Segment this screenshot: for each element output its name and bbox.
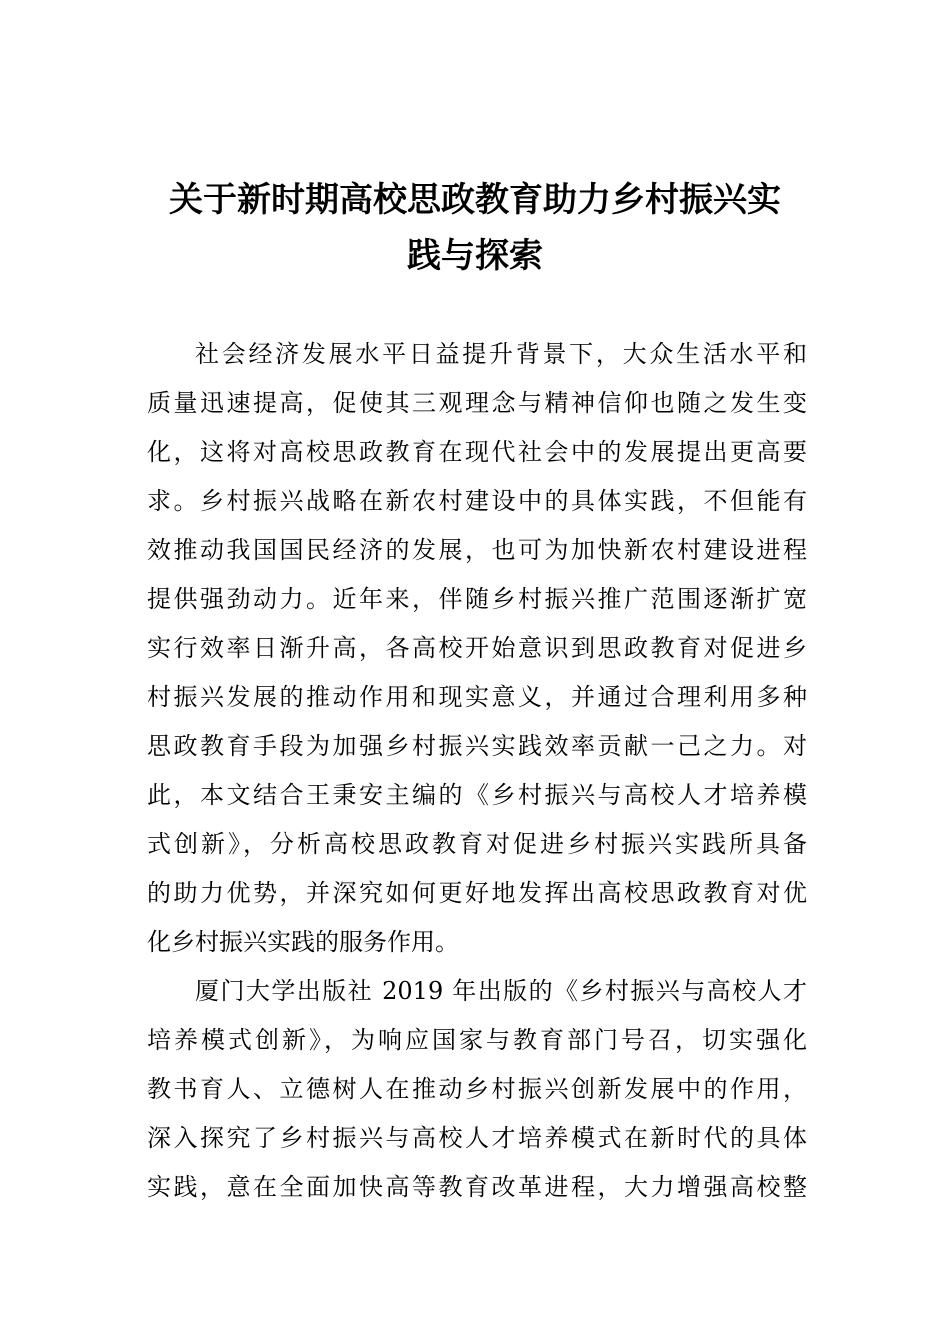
title-line: 关于新时期高校思政教育助力乡村振兴实: [169, 180, 781, 220]
paragraph-2: [147, 967, 807, 1212]
document-title: [147, 172, 803, 284]
text-line: 实行效率日渐升高，各高校开始意识到思政教育对促进乡: [147, 634, 807, 662]
text-line: 化乡村振兴实践的服务作用。: [147, 928, 459, 956]
text-line: 的助力优势，并深究如何更好地发挥出高校思政教育对优: [147, 879, 807, 907]
text-line: 质量迅速提高，促使其三观理念与精神信仰也随之发生变: [147, 389, 807, 417]
text-line: 社会经济发展水平日益提升背景下，大众生活水平和: [195, 340, 807, 368]
paragraph-1: [147, 330, 807, 967]
text-line: 厦门大学出版社 2019 年出版的《乡村振兴与高校人才: [195, 977, 807, 1005]
text-line: 培养模式创新》，为响应国家与教育部门号召，切实强化: [147, 1026, 807, 1054]
text-line: 式创新》，分析高校思政教育对促进乡村振兴实践所具备: [147, 830, 807, 858]
text-line: 效推动我国国民经济的发展，也可为加快新农村建设进程: [147, 536, 807, 564]
text-line: 村振兴发展的推动作用和现实意义，并通过合理利用多种: [147, 683, 807, 711]
text-line: 此，本文结合王秉安主编的《乡村振兴与高校人才培养模: [147, 781, 807, 809]
document-body: [147, 330, 807, 1212]
text-line: 提供强劲动力。近年来，伴随乡村振兴推广范围逐渐扩宽: [147, 585, 807, 613]
text-line: 思政教育手段为加强乡村振兴实践效率贡献一己之力。对: [147, 732, 807, 760]
text-line: 化，这将对高校思政教育在现代社会中的发展提出更高要: [147, 438, 807, 466]
text-line: 深入探究了乡村振兴与高校人才培养模式在新时代的具体: [147, 1124, 807, 1152]
title-line: 践与探索: [407, 236, 543, 276]
text-line: 实践，意在全面加快高等教育改革进程，大力增强高校整: [147, 1173, 807, 1201]
text-line: 求。乡村振兴战略在新农村建设中的具体实践，不但能有: [147, 487, 807, 515]
text-line: 教书育人、立德树人在推动乡村振兴创新发展中的作用，: [147, 1075, 807, 1103]
